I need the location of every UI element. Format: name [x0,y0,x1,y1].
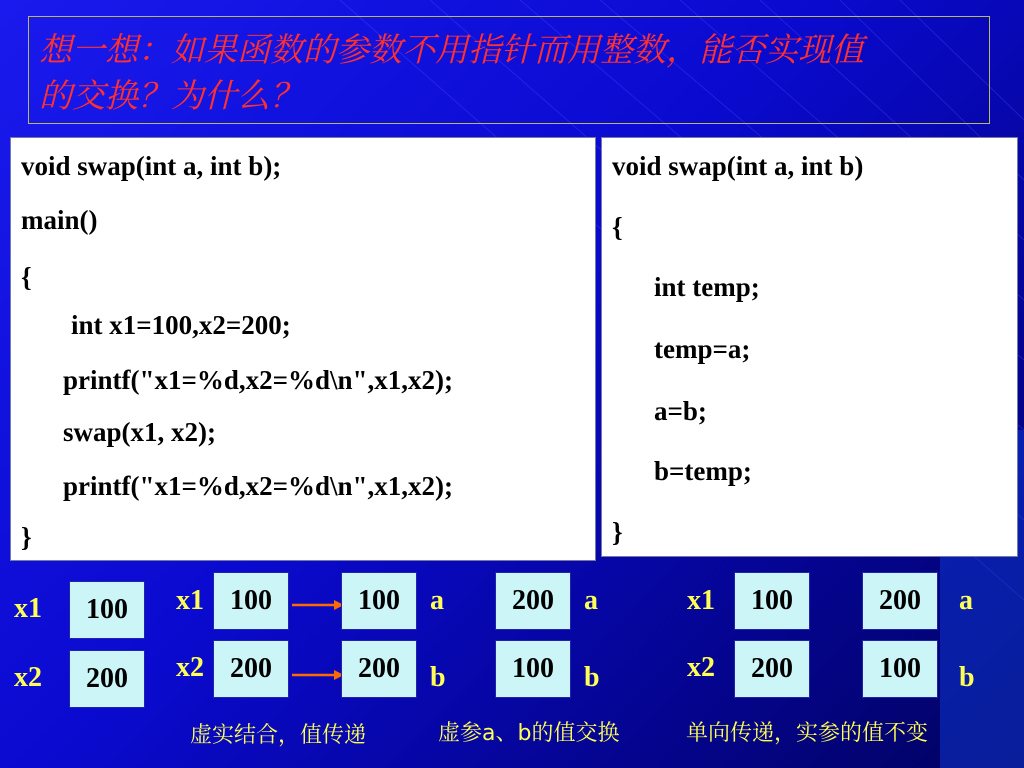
code-line: main() [21,205,98,235]
question-title-line2: 的交换？为什么？ [39,76,303,115]
x2-value-box: 200 [69,650,145,708]
caption-value-passing: 虚实结合，值传递 [190,723,367,748]
x2-label: x2 [176,652,204,683]
code-line: { [21,262,32,292]
x1-label: x1 [14,593,42,624]
a-label: a [430,585,444,616]
a-value-box: 100 [341,572,417,630]
pass-arrow-a [292,598,344,612]
code-line: swap(x1, x2); [63,417,216,447]
code-line: int temp; [654,272,760,302]
x2-label: x2 [14,662,42,693]
code-line: printf("x1=%d,x2=%d\n",x1,x2); [63,471,454,501]
code-line: } [21,522,32,552]
a-value-box: 200 [862,572,938,630]
question-title-line1: 想一想：如果函数的参数不用指针而用整数，能否实现值 [39,30,864,69]
b-value-box: 200 [341,640,417,698]
x2-label: x2 [687,652,715,683]
x1-value-box: 100 [69,581,145,639]
x1-label: x1 [176,585,204,616]
code-line: printf("x1=%d,x2=%d\n",x1,x2); [63,365,454,395]
x1-value-box: 100 [734,572,810,630]
code-line: temp=a; [654,334,751,364]
caption-params-swapped: 虚参a、b的值交换 [438,721,620,746]
x1-label: x1 [687,585,715,616]
a-label: a [959,585,973,616]
b-label: b [959,662,975,693]
b-value-box: 100 [862,640,938,698]
code-line: void swap(int a, int b) [612,151,864,181]
code-line: int x1=100,x2=200; [71,310,291,340]
b-value-box: 100 [495,640,571,698]
a-label: a [584,585,598,616]
a-value-box: 200 [495,572,571,630]
code-line: b=temp; [654,456,752,486]
b-label: b [430,662,446,693]
x2-value-box: 200 [734,640,810,698]
caption-one-way-transfer: 单向传递，实参的值不变 [686,721,929,746]
code-line: void swap(int a, int b); [21,151,282,181]
code-line: { [612,212,623,242]
main-code-box [10,137,596,561]
swap-code-box [601,137,1018,557]
pass-arrow-b [292,668,344,682]
code-line: a=b; [654,396,707,426]
x2-value-box: 200 [213,640,289,698]
x1-value-box: 100 [213,572,289,630]
code-line: } [612,517,623,547]
question-title-box [28,16,990,124]
b-label: b [584,662,600,693]
